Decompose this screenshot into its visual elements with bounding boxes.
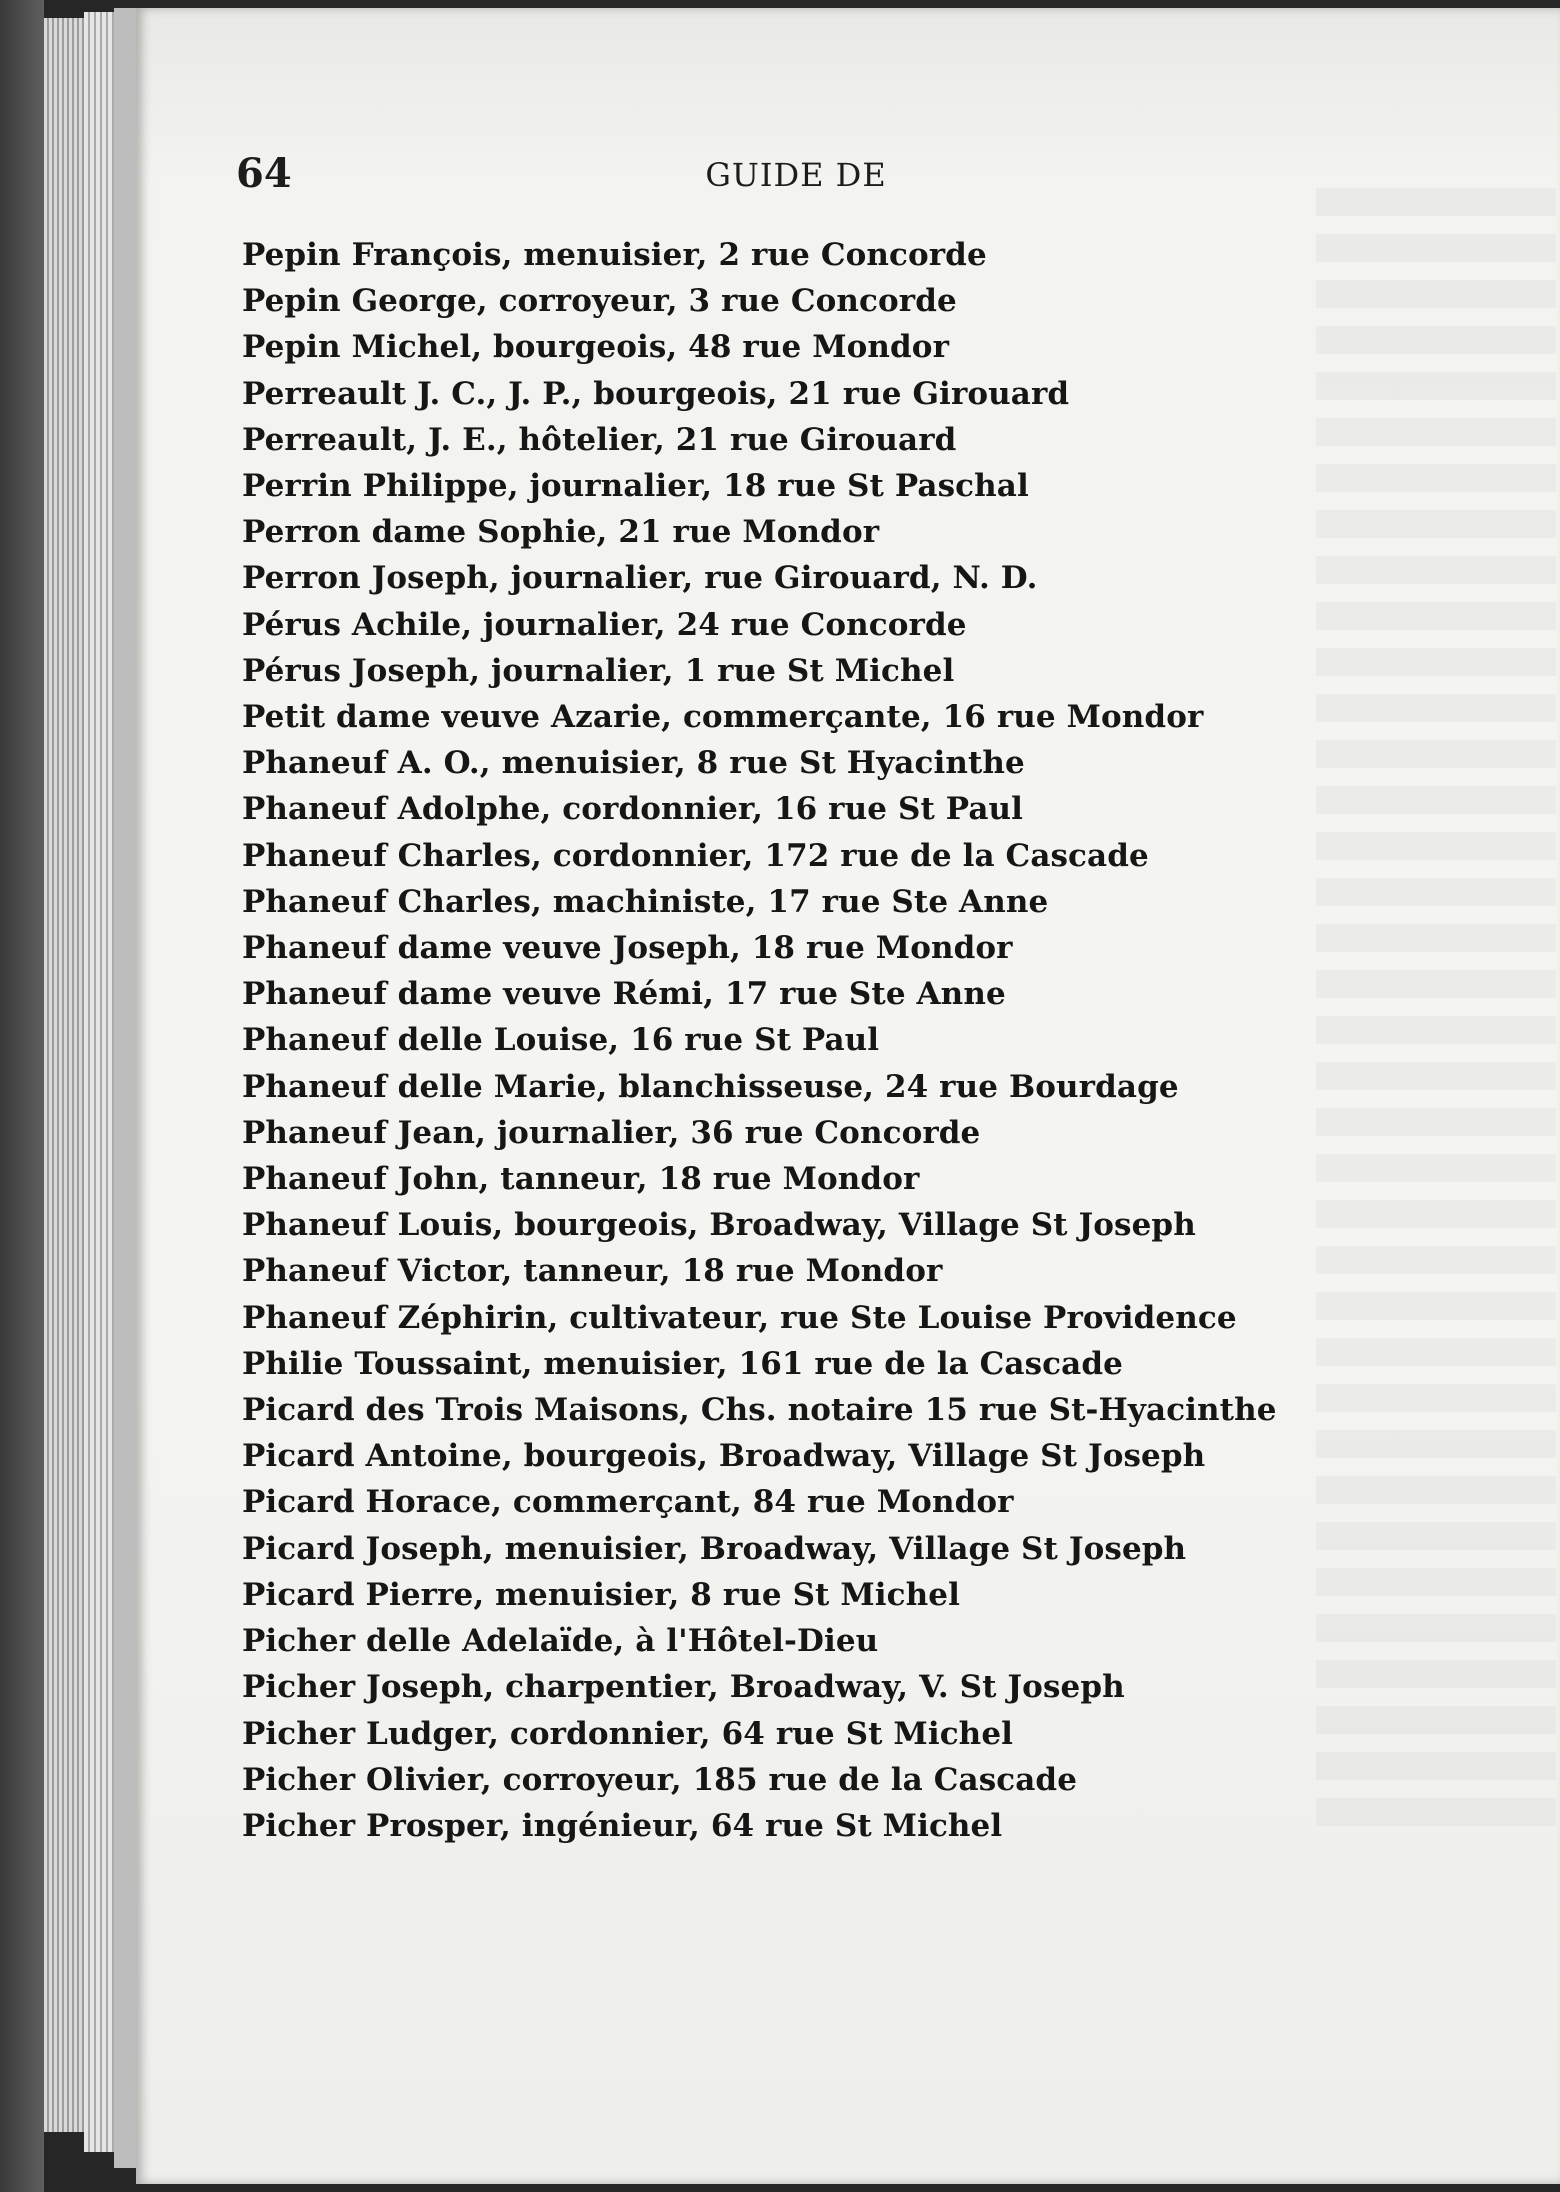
directory-entry: Pepin François, menuisier, 2 rue Concorde [242, 237, 987, 273]
directory-entry: Pérus Achile, journalier, 24 rue Concorde [242, 606, 967, 643]
directory-entry: Petit dame veuve Azarie, commerçante, 16 rue Mondor [242, 699, 1204, 736]
directory-entry: Picard Horace, commerçant, 84 rue Mondor [242, 1484, 1014, 1521]
directory-entry: Philie Toussaint, menuisier, 161 rue de la Cascade [242, 1345, 1123, 1382]
directory-entry: Picher Prosper, ingénieur, 64 rue St Michel [242, 1807, 1003, 1844]
page-stack-edge [84, 12, 114, 2152]
directory-entry: Pérus Joseph, journalier, 1 rue St Michel [242, 652, 955, 689]
page-header [236, 150, 1136, 210]
directory-entry: Picard Antoine, bourgeois, Broadway, Village St Joseph [242, 1438, 1206, 1475]
directory-entry: Picher delle Adelaïde, à l'Hôtel-Dieu [242, 1623, 879, 1660]
directory-entry: Picher Ludger, cordonnier, 64 rue St Michel [242, 1715, 1014, 1752]
page-number: 64 [236, 150, 292, 197]
directory-entry: Phaneuf Adolphe, cordonnier, 16 rue St Paul [242, 791, 1024, 828]
directory-entries [242, 232, 1492, 1849]
directory-entry: Phaneuf Victor, tanneur, 18 rue Mondor [242, 1253, 943, 1290]
directory-entry: Picher Olivier, corroyeur, 185 rue de la Cascade [242, 1761, 1078, 1798]
directory-entry: Picard Joseph, menuisier, Broadway, Village St Joseph [242, 1530, 1187, 1567]
page-stack-edge [114, 8, 136, 2168]
book-edge-shadow [0, 0, 44, 2192]
directory-entry: Phaneuf dame veuve Joseph, 18 rue Mondor [242, 930, 1013, 967]
directory-entry: Phaneuf dame veuve Rémi, 17 rue Ste Anne [242, 976, 1006, 1013]
directory-entry: Phaneuf delle Louise, 16 rue St Paul [242, 1022, 880, 1059]
directory-entry: Phaneuf Charles, machiniste, 17 rue Ste Anne [242, 883, 1049, 920]
directory-entry: Phaneuf John, tanneur, 18 rue Mondor [242, 1161, 920, 1198]
directory-entry: Perreault J. C., J. P., bourgeois, 21 rue Girouard [242, 375, 1070, 412]
directory-entry: Perrin Philippe, journalier, 18 rue St Paschal [242, 468, 1029, 505]
directory-entry: Perron Joseph, journalier, rue Girouard, N. D. [242, 560, 1038, 597]
directory-entry: Pepin George, corroyeur, 3 rue Concorde [242, 283, 957, 320]
directory-entry: Picher Joseph, charpentier, Broadway, V. St Joseph [242, 1669, 1125, 1706]
directory-entry: Picard des Trois Maisons, Chs. notaire 15 rue St-Hyacinthe [242, 1392, 1277, 1429]
directory-entry: Phaneuf Jean, journalier, 36 rue Concorde [242, 1114, 981, 1151]
directory-entry: Phaneuf delle Marie, blanchisseuse, 24 rue Bourdage [242, 1068, 1179, 1105]
directory-entry: Perreault, J. E., hôtelier, 21 rue Girouard [242, 421, 957, 458]
running-head: GUIDE DE [705, 156, 887, 194]
directory-entry: Phaneuf A. O., menuisier, 8 rue St Hyacinthe [242, 745, 1025, 782]
page-stack-edge [44, 18, 84, 2132]
directory-entry: Pepin Michel, bourgeois, 48 rue Mondor [242, 329, 950, 366]
directory-entry: Perron dame Sophie, 21 rue Mondor [242, 514, 880, 551]
directory-entry: Phaneuf Zéphirin, cultivateur, rue Ste Louise Providence [242, 1299, 1237, 1336]
directory-entry: Phaneuf Louis, bourgeois, Broadway, Village St Joseph [242, 1207, 1196, 1244]
directory-entry: Phaneuf Charles, cordonnier, 172 rue de la Cascade [242, 837, 1149, 874]
page-sheet [136, 8, 1560, 2184]
directory-entry: Picard Pierre, menuisier, 8 rue St Michel [242, 1576, 960, 1613]
